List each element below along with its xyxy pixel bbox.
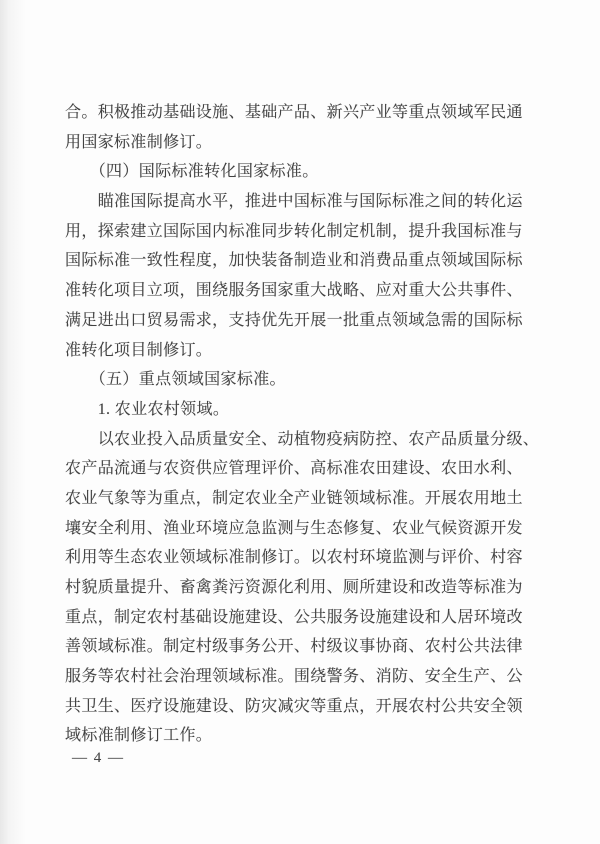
para-agriculture-rural	[65, 425, 541, 752]
text-line: 共卫生、医疗设施建设、防灾减灾等重点，开展农村公共安全领	[65, 697, 523, 715]
text-line: 善领域标准。制定村级事务公开、村级议事协商、农村公共法律	[65, 638, 523, 656]
text-line: 1. 农业农村领域。	[65, 400, 230, 418]
text-line: 以农业投入品质量安全、动植物疫病防控、农产品质量分级、	[65, 430, 540, 448]
text-line: 重点，制定农村基础设施建设、公共服务设施建设和人居环境改	[65, 608, 523, 626]
document-body	[65, 98, 541, 751]
text-line: 用，探索建立国际国内标准同步转化制定机制，提升我国标准与	[65, 222, 523, 240]
text-line: 国际标准一致性程度，加快装备制造业和消费品重点领域国际标	[65, 252, 523, 270]
page-number: — 4 —	[72, 750, 125, 766]
text-line: 利用等生态农业领域标准制修订。以农村环境监测与评价、村容	[65, 549, 523, 567]
text-line: 满足进出口贸易需求，支持优先开展一批重点领域急需的国际标	[65, 311, 523, 329]
text-line: 瞄准国际提高水平，推进中国标准与国际标准之间的转化运	[65, 193, 523, 211]
text-line: （五）重点领域国家标准。	[65, 371, 286, 389]
text-line: 准转化项目立项，围绕服务国家重大战略、应对重大公共事件、	[65, 282, 523, 300]
heading-section-5	[65, 365, 541, 395]
text-line: 村貌质量提升、畜禽粪污资源化利用、厕所建设和改造等标准为	[65, 579, 523, 596]
text-line: （四）国际标准转化国家标准。	[65, 163, 319, 181]
text-line: 域标准制修订工作。	[65, 727, 213, 745]
para-military-civil-continuation	[65, 98, 541, 157]
text-line: 壤安全利用、渔业环境应急监测与生态修复、农业气候资源开发	[65, 519, 523, 537]
text-line: 准转化项目制修订。	[65, 341, 213, 359]
text-line: 合。积极推动基础设施、基础产品、新兴产业等重点领域军民通	[65, 104, 523, 121]
para-international-standards	[65, 187, 541, 365]
text-line: 服务等农村社会治理领域标准。围绕警务、消防、安全生产、公	[65, 668, 523, 686]
text-line: 农产品流通与农资供应管理评价、高标准农田建设、农田水利、	[65, 460, 523, 478]
heading-agriculture-rural	[65, 395, 541, 425]
text-line: 农业气象等为重点，制定农业全产业链领域标准。开展农用地土	[65, 489, 523, 507]
heading-section-4	[65, 157, 541, 187]
text-line: 用国家标准制修订。	[65, 133, 213, 151]
